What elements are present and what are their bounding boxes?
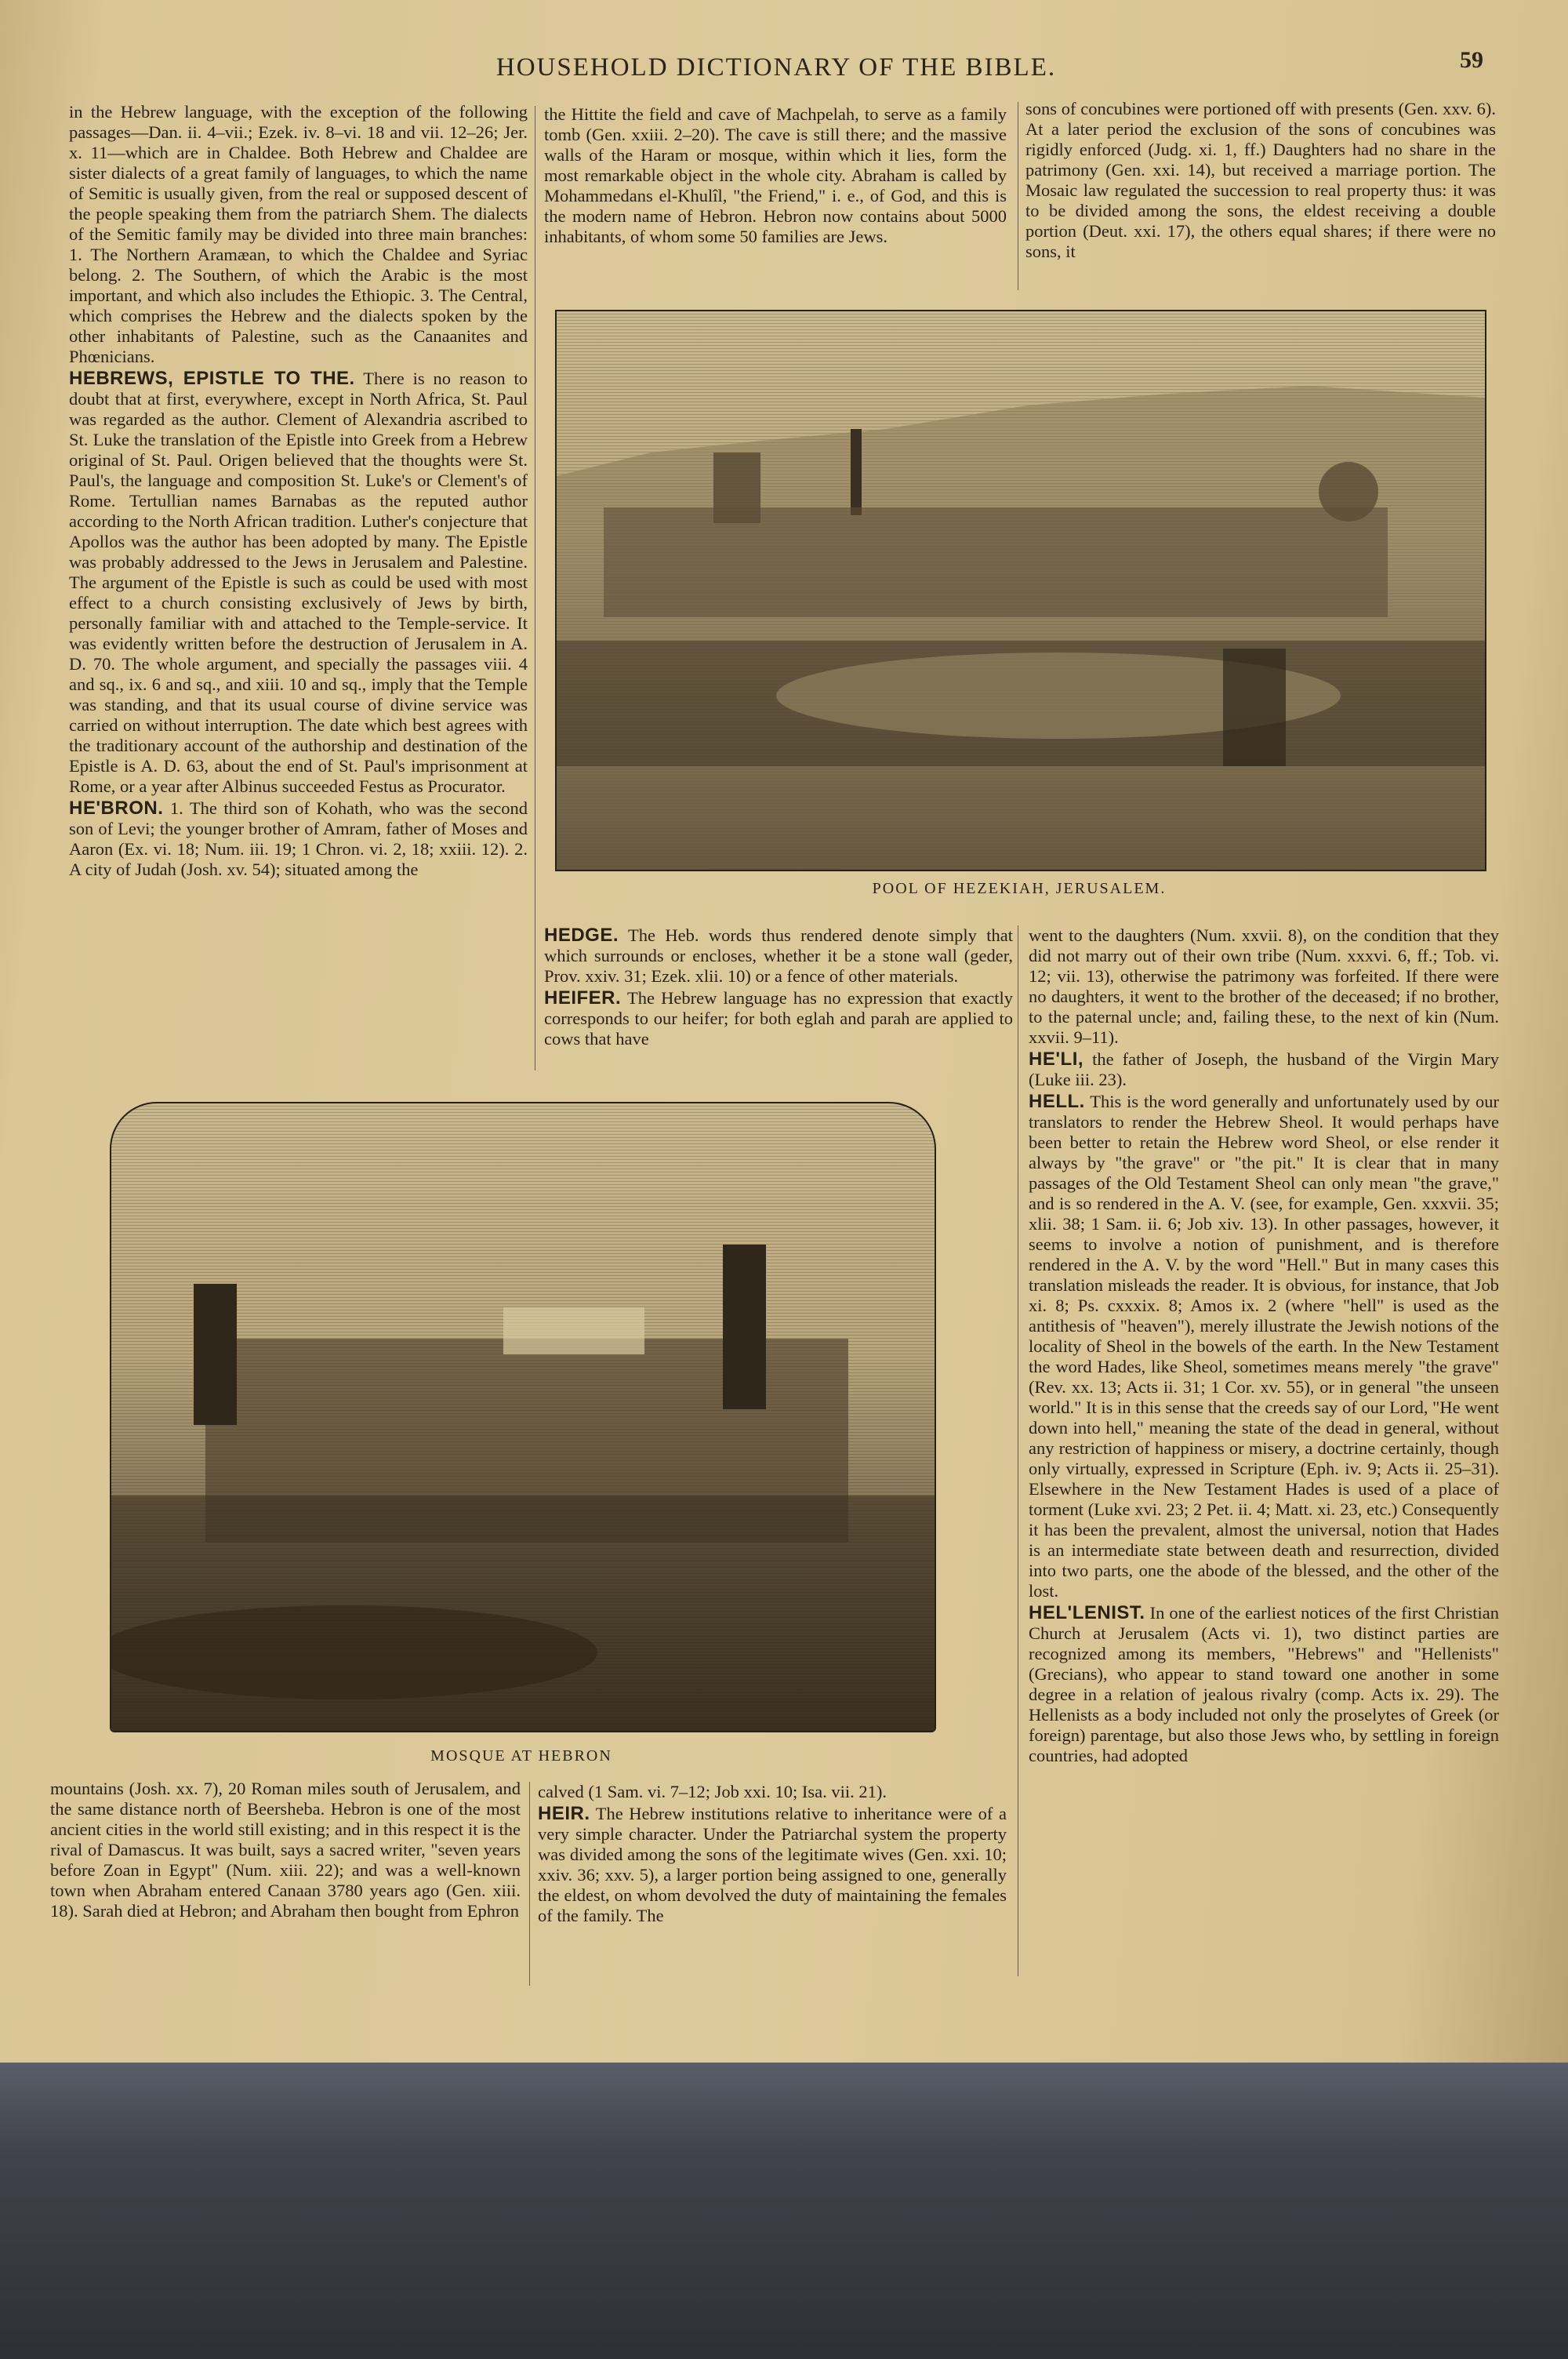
column-rule-4: [529, 1782, 530, 1986]
paragraph-hebron-continued: the Hittite the field and cave of Machpelah, to serve as a family tomb (Gen. xxiii. 2–20). The cave is still there; and the massive walls of the Haram or mosque, within which it lies, form the most remarkable object in the whole city. Abraham is called by Mohammedans el-Khulîl, "the Friend," i. e., of God, and this is the modern name of Hebron. Hebron now contains about 5000 inhabitants, of whom some 50 families are Jews.: [544, 104, 1007, 246]
mosque-at-hebron-illustration: [110, 1102, 936, 1732]
headword-hebron: HE'BRON.: [69, 798, 164, 819]
headword-hedge: HEDGE.: [544, 925, 619, 946]
entry-heifer-text: The Hebrew language has no expression that exactly corresponds to our heifer; for both eglah and parah are applied to cows that have: [544, 988, 1013, 1049]
entry-hedge-text: The Heb. words thus rendered denote simply that which surrounds or encloses, whether it be a stone wall (geder, Prov. xxiv. 31; Ezek. xlii. 10) or a fence of other materials.: [544, 925, 1013, 986]
mosque-engraving-art: [111, 1103, 935, 1731]
entry-heli-text: the father of Joseph, the husband of the Virgin Mary (Luke iii. 23).: [1029, 1049, 1499, 1089]
entry-heir-text: The Hebrew institutions relative to inheritance were of a very simple character. Under the Patriarchal system the property was divided among the sons of the legitimate wives (Gen. xxi. 10; xxiv. 36; xxv. 5), a larger portion being assigned to one, generally the eldest, on whom devolved the duty of maintaining the females of the family. The: [538, 1804, 1007, 1925]
entry-heli: [1029, 1049, 1499, 1090]
paragraph-semitic-languages: in the Hebrew language, with the exception of the following passages—Dan. ii. 4–vii.; Ezek. iv. 8–vi. 18 and vii. 12–26; Jer. x. 11—which are in Chaldee. Both Hebrew and Chaldee are sister dialects of a great family of languages, to which the name of Semitic is usually given, from the real or supposed descent of the people speaking them from the patriarch Shem. The dialects of the Semitic family may be divided into three main branches: 1. The Northern Aramæan, to which the Chaldee and Syriac belong. 2. The Southern, of which the Arabic is the most important, and which also includes the Ethiopic. 3. The Central, which comprises the Hebrew and the dialects spoken by the other inhabitants of Palestine, such as the Canaanites and Phœnicians.: [69, 102, 528, 366]
pool-of-hezekiah-illustration: [555, 310, 1486, 871]
column-2-top: [544, 104, 1007, 300]
column-3-lower: [1029, 925, 1499, 1992]
pool-caption: POOL OF HEZEKIAH, JERUSALEM.: [872, 880, 1167, 897]
headword-hebrews: HEBREWS, EPISTLE TO THE.: [69, 368, 355, 389]
entry-heir: [538, 1804, 1007, 1926]
entry-hellenist-text: In one of the earliest notices of the first Christian Church at Jerusalem (Acts vi. 1), two distinct parties are recognized among its members, "Hebrews" and "Hellenists" (Grecians), who appear to stand toward one another in some degree in a relation of jealous rivalry (comp. Acts ix. 29). The Hellenists as a body included not only the proselytes of Greek (or foreign) parentage, but also those Jews who, by settling in foreign countries, had adopted: [1029, 1603, 1499, 1765]
headword-heli: HE'LI,: [1029, 1049, 1084, 1070]
background-surface: [0, 2063, 1568, 2359]
headword-heifer: HEIFER.: [544, 987, 622, 1009]
entry-hebron-text: 1. The third son of Kohath, who was the second son of Levi; the younger brother of Amram, father of Moses and Aaron (Ex. vi. 18; Num. iii. 19; 1 Chron. vi. 2, 18; xxiii. 12). 2. A city of Judah (Josh. xv. 54); situated among the: [69, 798, 528, 879]
entry-hebrews-text: There is no reason to doubt that at first, everywhere, except in North Africa, St. Paul was regarded as the author. Clement of Alexandria ascribed to St. Luke the translation of the Epistle into Greek from a Hebrew original of St. Paul. Origen believed that the thoughts were St. Paul's, the language and composition St. Luke's or Clement's of Rome. Tertullian names Barnabas as the reputed author according to the North African tradition. Luther's conjecture that Apollos was the author has been adopted by many. The Epistle was probably addressed to the Jews in Jerusalem and Palestine. The argument of the Epistle is such as could be used with most effect to a church consisting exclusively of Jews by birth, personally familiar with and attached to the Temple-service. It was evidently written before the destruction of Jerusalem in A. D. 70. The whole argument, and specially the passages viii. 4 and sq., ix. 6 and sq., and xiii. 10 and sq., imply that the Temple was standing, and that its usual course of divine service was carried on without interruption. The date which best agrees with the traditionary account of the authorship and destination of the Epistle is A. D. 63, about the end of St. Paul's imprisonment at Rome, or a year after Albinus succeeded Festus as Procurator.: [69, 369, 528, 796]
paragraph-daughters-inheritance: went to the daughters (Num. xxvii. 8), on the condition that they did not marry out of their own tribe (Num. xxxvi. 6, ff.; Tob. vi. 12; vii. 13), otherwise the patrimony was forfeited. If there were no daughters, it went to the brother of the deceased; if no brother, to the paternal uncle; and, failing these, to the next of kin (Num. xxvii. 9–11).: [1029, 925, 1499, 1047]
paragraph-hebron-history: mountains (Josh. xx. 7), 20 Roman miles south of Jerusalem, and the same distance north of Beersheba. Hebron is one of the most ancient cities in the world still existing; and in this respect it is the rival of Damascus. It was built, says a sacred writer, "seven years before Zoan in Egypt" (Num. xiii. 22); and was a well-known town when Abraham entered Canaan 3780 years ago (Gen. xiii. 18). Sarah died at Hebron; and Abraham then bought from Ephron: [50, 1779, 521, 1921]
entry-hebrews: [69, 369, 528, 797]
column-2-middle: [544, 925, 1013, 1074]
page-number: 59: [1460, 47, 1483, 73]
paragraph-heifer-continued: calved (1 Sam. vi. 7–12; Job xxi. 10; Isa. vii. 21).: [538, 1782, 887, 1801]
headword-hell: HELL.: [1029, 1091, 1085, 1112]
headword-heir: HEIR.: [538, 1803, 590, 1824]
entry-hebron: [69, 798, 528, 880]
paragraph-heir-succession: sons of concubines were portioned off with presents (Gen. xxv. 6). At a later period the exclusion of the sons of concubines was rigidly enforced (Judg. xi. 1, ff.) Daughters had no share in the patrimony (Gen. xxi. 14), but received a marriage portion. The Mosaic law regulated the succession to real property thus: it was to be divided among the sons, the eldest receiving a double portion (Deut. xxi. 17), the others equal shares; if there were no sons, it: [1025, 99, 1496, 261]
column-1-top: [69, 102, 528, 992]
headword-hellenist: HEL'LENIST.: [1029, 1602, 1145, 1623]
entry-heifer: [544, 988, 1013, 1049]
entry-hedge: [544, 925, 1013, 987]
column-3-top: [1025, 99, 1496, 287]
page-header-title: HOUSEHOLD DICTIONARY OF THE BIBLE.: [495, 53, 1057, 82]
entry-hell: [1029, 1092, 1499, 1601]
column-1-bottom: [50, 1779, 521, 1990]
pool-engraving-art: [557, 311, 1485, 870]
entry-hellenist: [1029, 1603, 1499, 1766]
entry-hell-text: This is the word generally and unfortunately used by our translators to render the Hebrew Sheol. It would perhaps have been better to retain the Hebrew word Sheol, or else render it always by "the grave" or "the pit." It is clear that in many passages of the Old Testament Sheol can only mean "the grave," and is so rendered in the A. V. (see, for example, Gen. xxxvii. 35; xlii. 38; 1 Sam. ii. 6; Job xiv. 13). In other passages, however, it seems to involve a notion of punishment, and is therefore rendered in the A. V. by the word "Hell." But in many cases this translation misleads the reader. It is obvious, for instance, that Job xi. 8; Ps. cxxxix. 8; Amos ix. 2 (where "hell" is used as the antithesis of "heaven"), merely illustrate the Jewish notions of the locality of Sheol in the bowels of the earth. In the New Testament the word Hades, like Sheol, sometimes means merely "the grave" (Rev. xx. 13; Acts ii. 31; 1 Cor. xv. 55), or in general "the unseen world." It is in this sense that the creeds say of our Lord, "He went down into hell," meaning the state of the dead in general, without any restriction of happiness or misery, a doctrine certainly, though only virtually, expressed in Scripture (Eph. iv. 9; Acts ii. 25–31). Elsewhere in the New Testament Hades is used of a place of torment (Luke xvi. 23; 2 Pet. ii. 4; Matt. xi. 23, etc.) Consequently it has been the prevalent, almost the universal, notion that Hades is an intermediate state between death and resurrection, divided into two parts, one the abode of the blessed, and the other of the lost.: [1029, 1092, 1499, 1601]
mosque-caption: MOSQUE AT HEBRON: [430, 1747, 612, 1765]
column-2-bottom: [538, 1782, 1007, 1994]
